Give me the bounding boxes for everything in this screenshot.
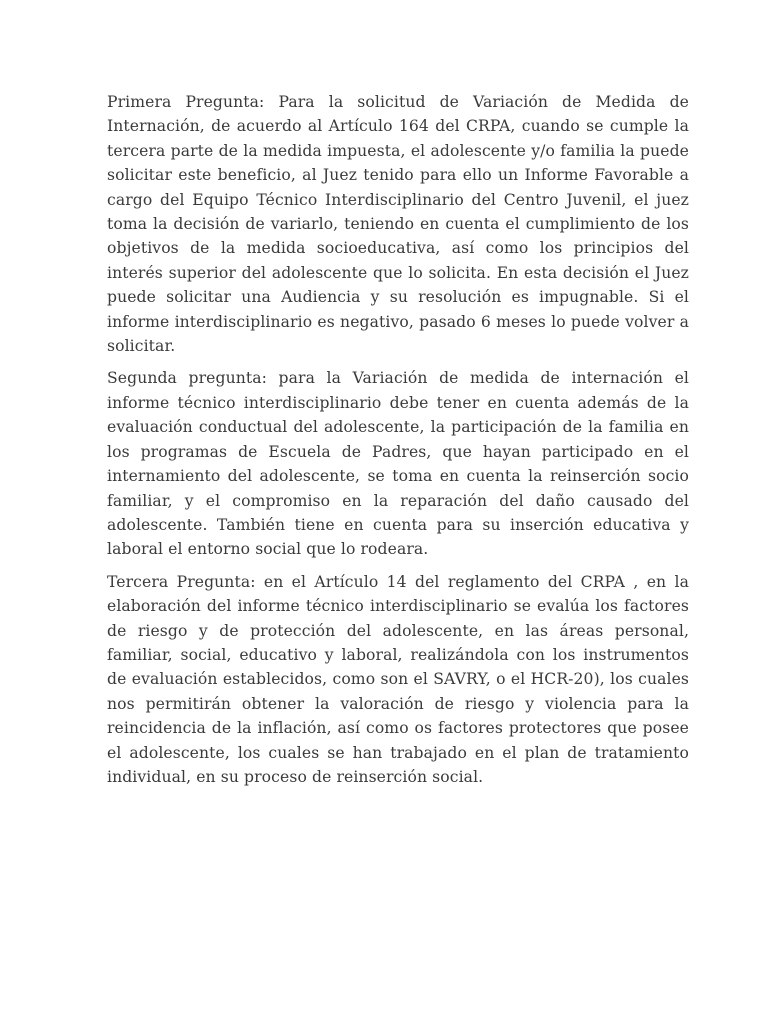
paragraph-segunda-pregunta: Segunda pregunta: para la Variación de medida de internación el informe técnico interdisciplinario debe tener en cuenta además de la evaluación conductual del adolescente, la participación de la familia en los programas de Escuela de Padres, que hayan participado en el internamiento del adolescente, se toma en cuenta la reinserción socio familiar, y el compromiso en la reparación del daño causado del adolescente. También tiene en cuenta para su inserción educativa y laboral el entorno social que lo rodeara. (107, 369, 689, 559)
paragraph-tercera-pregunta: Tercera Pregunta: en el Artículo 14 del reglamento del CRPA , en la elaboración del informe técnico interdisciplinario se evalúa los factores de riesgo y de protección del adolescente, en las áreas personal, familiar, social, educativo y laboral, realizándola con los instrumentos de evaluación establecidos, como son el SAVRY, o el HCR-20), los cuales nos permitirán obtener la valoración de riesgo y violencia para la reincidencia de la inflación, así como os factores protectores que posee el adolescente, los cuales se han trabajado en el plan de tratamiento individual, en su proceso de reinserción social. (107, 572, 689, 786)
document-page (107, 90, 689, 797)
paragraph-primera-pregunta: Primera Pregunta: Para la solicitud de Variación de Medida de Internación, de acuerdo al Artículo 164 del CRPA, cuando se cumple la tercera parte de la medida impuesta, el adolescente y/o familia la puede solicitar este beneficio, al Juez tenido para ello un Informe Favorable a cargo del Equipo Técnico Interdisciplinario del Centro Juvenil, el juez toma la decisión de variarlo, teniendo en cuenta el cumplimiento de los objetivos de la medida socioeducativa, así como los principios del interés superior del adolescente que lo solicita. En esta decisión el Juez puede solicitar una Audiencia y su resolución es impugnable. Si el informe interdisciplinario es negativo, pasado 6 meses lo puede volver a solicitar. (107, 93, 689, 356)
